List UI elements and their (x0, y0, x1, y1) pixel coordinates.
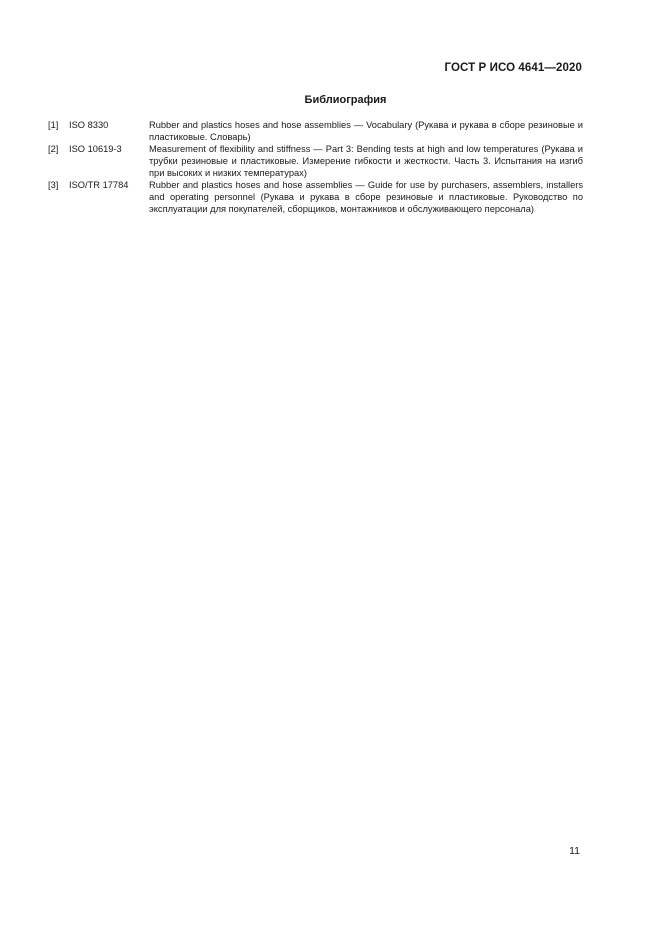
entry-title: Rubber and plastics hoses and hose assemblies — Guide for use by purchasers, assemblers, installers and operating personnel (Рукава и рукава в сборе резиновые и пластиковые. Руководство по эксплуатации для покупателей, сборщиков, монтажников и обслуживающего персонала) (149, 180, 583, 214)
page-number: 11 (569, 845, 580, 857)
bibliography-list (48, 120, 583, 216)
bibliography-entry (48, 180, 583, 215)
entry-number: [2] (48, 144, 59, 155)
entry-standard-code: ISO 10619-3 (69, 144, 122, 155)
entry-number: [3] (48, 180, 59, 191)
entry-title: Measurement of flexibility and stiffness — Part 3: Bending tests at high and low temperatures (Рукава и трубки резиновые и пластиковые. Измерение гибкости и жесткости. Часть 3. Испытания на изгиб при высоких и низких температурах) (149, 144, 583, 178)
bibliography-title: Библиография (304, 94, 387, 106)
bibliography-entry (48, 144, 583, 179)
entry-standard-code: ISO 8330 (69, 120, 109, 130)
entry-standard-code: ISO/TR 17784 (69, 180, 129, 191)
document-code: ГОСТ Р ИСО 4641—2020 (444, 62, 582, 74)
entry-number: [1] (48, 120, 59, 130)
bibliography-entry (48, 120, 583, 143)
entry-title: Rubber and plastics hoses and hose assemblies — Vocabulary (Рукава и рукава в сборе резиновые и пластиковые. Словарь) (149, 120, 583, 142)
